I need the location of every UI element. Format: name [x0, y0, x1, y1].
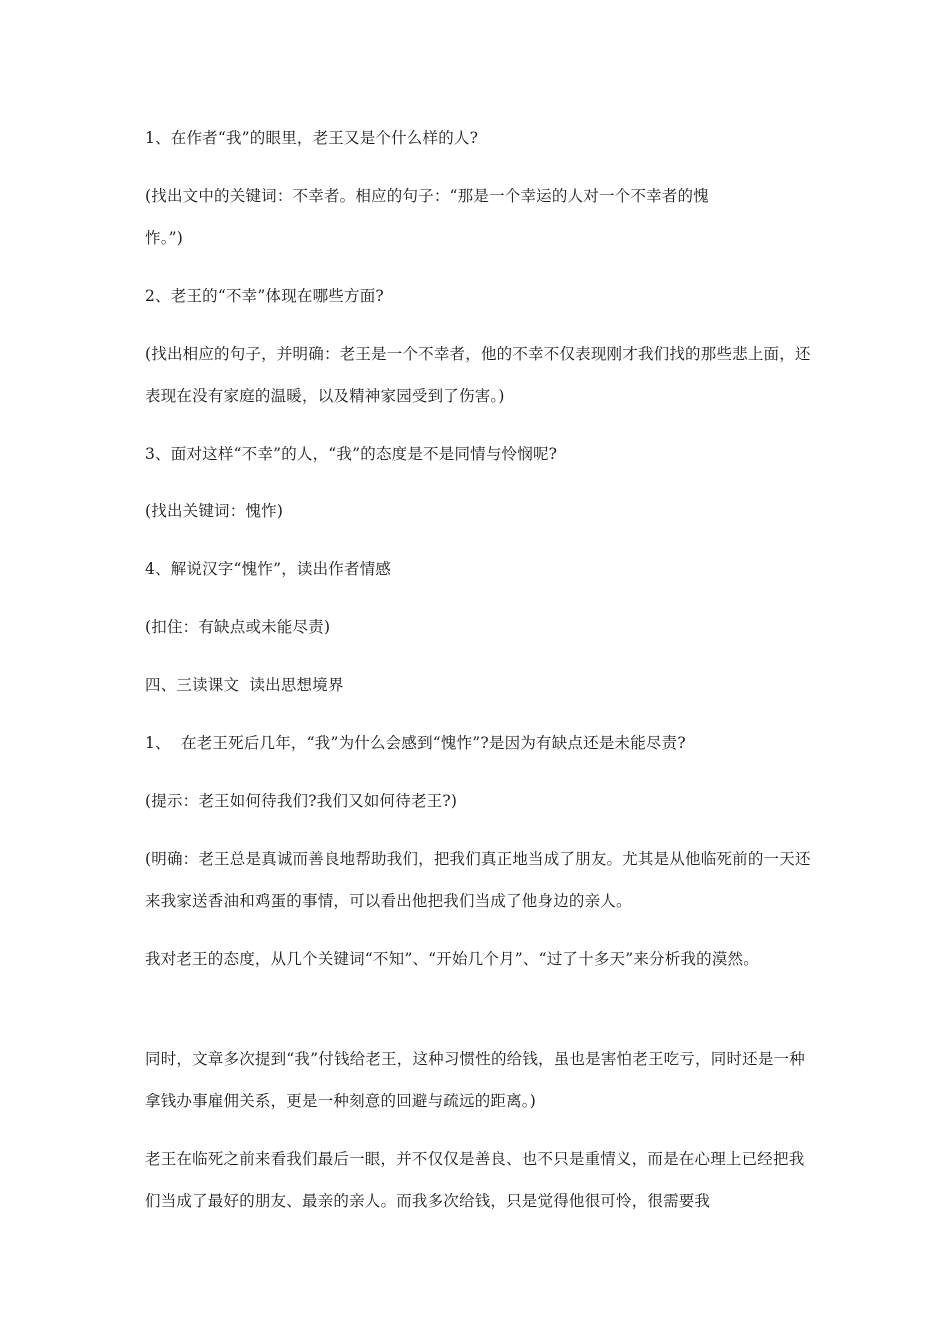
answer-3: (找出关键词：愧怍) — [145, 502, 284, 520]
question-2: 2、老王的“不幸”体现在哪些方面? — [145, 287, 384, 305]
section4-question-1: 1、 在老王死后几年，“我”为什么会感到“愧怍”?是因为有缺点还是未能尽责? — [145, 734, 686, 752]
section4-attitude-analysis: 我对老王的态度，从几个关键词“不知”、“开始几个月”、“过了十多天”来分析我的漠然。 — [145, 950, 759, 968]
answer-4: (扣住：有缺点或未能尽责) — [145, 618, 331, 636]
section4-hint: (提示：老王如何待我们?我们又如何待老王?) — [145, 792, 458, 810]
section4-clarification: (明确：老王总是真诚而善良地帮助我们，把我们真正地当成了朋友。尤其是从他临死前的一天还来我家送香油和鸡蛋的事情，可以看出他把我们当成了他身边的亲人。 — [145, 850, 811, 910]
section4-conclusion: 老王在临死之前来看我们最后一眼，并不仅仅是善良、也不只是重情义，而是在心理上已经把我们当成了最好的朋友、最亲的亲人。而我多次给钱，只是觉得他很可怜，很需要我 — [145, 1150, 805, 1210]
section4-payment-analysis: 同时，文章多次提到“我”付钱给老王，这种习惯性的给钱，虽也是害怕老王吃亏，同时还是一种拿钱办事雇佣关系，更是一种刻意的回避与疏远的距离。) — [145, 1050, 805, 1110]
section-heading-4: 四、三读课文 读出思想境界 — [145, 676, 344, 694]
answer-1: (找出文中的关键词：不幸者。相应的句子：“那是一个幸运的人对一个不幸者的愧 怍。”) — [145, 187, 709, 247]
question-4: 4、解说汉字“愧怍”，读出作者情感 — [145, 560, 392, 578]
answer-2: (找出相应的句子，并明确：老王是一个不幸者，他的不幸不仅表现刚才我们找的那些悲上面，还表现在没有家庭的温暖，以及精神家园受到了伤害。) — [145, 345, 811, 405]
question-3: 3、面对这样“不幸”的人，“我”的态度是不是同情与怜悯呢? — [145, 445, 558, 463]
question-1: 1、在作者“我”的眼里，老王又是个什么样的人? — [145, 129, 479, 147]
